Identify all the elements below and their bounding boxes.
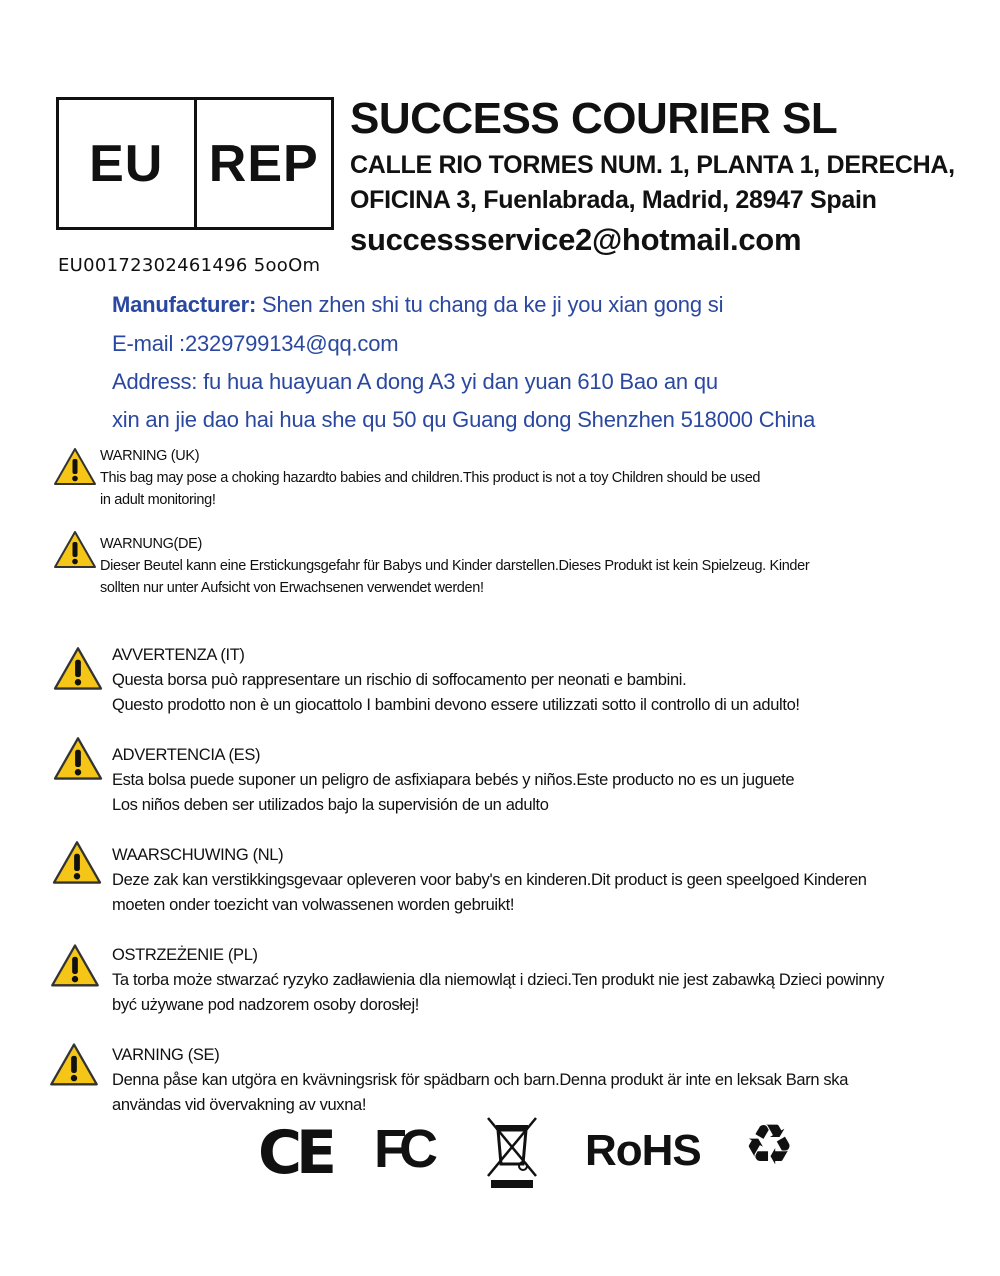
warning-text-line: sollten nur unter Aufsicht von Erwachsenen verwendet werden! [100,580,484,596]
warning-title: VARNING (SE) [112,1046,220,1064]
warning-triangle-icon [53,530,97,570]
warning-text-line: Deze zak kan verstikkingsgevaar opleveren voor baby's en kinderen.Dit product is geen speelgoed Kinderen [112,871,867,889]
warning-title: AVVERTENZA (IT) [112,646,245,664]
warning-text-line: być używane pod nadzorem osoby dorosłej! [112,996,420,1014]
warning-triangle-icon [52,736,104,782]
recycle-icon: ♻ [744,1113,795,1178]
eu-rep-code: EU00172302461496 5ooOm [58,255,321,276]
ce-mark-logo: CE [258,1118,332,1188]
eu-rep-email: successservice2@hotmail.com [350,222,802,257]
rep-label: REP [194,100,332,227]
warning-text-line: moeten onder toezicht van volwassenen worden gebruikt! [112,896,515,914]
warning-text-line: This bag may pose a choking hazardto babies and children.This product is not a toy Children should be used [100,470,761,486]
manufacturer-label: Manufacturer: [112,292,257,317]
warning-title: WAARSCHUWING (NL) [112,846,284,864]
rohs-logo: RoHS [585,1126,701,1175]
warning-text-line: Los niños deben ser utilizados bajo la supervisión de un adulto [112,796,549,814]
warning-triangle-icon [51,840,103,886]
warning-title: WARNUNG(DE) [100,536,202,552]
warning-text-line: Ta torba może stwarzać ryzyko zadławienia dla niemowląt i dzieci.Ten produkt nie jest zabawką Dzieci powinny [112,971,884,989]
manufacturer-line [112,292,723,318]
warning-text-line: användas vid övervakning av vuxna! [112,1096,367,1114]
eu-label: EU [89,134,164,193]
warning-triangle-icon [49,1042,99,1088]
warning-title: WARNING (UK) [100,448,200,464]
fcc-logo: FC [374,1119,430,1179]
warning-title: OSTRZEŻENIE (PL) [112,946,258,964]
eu-rep-address-line2: OFICINA 3, Fuenlabrada, Madrid, 28947 Spain [350,186,877,214]
warning-title: ADVERTENCIA (ES) [112,746,261,764]
warning-triangle-icon [52,646,104,692]
warning-text-line: Questo prodotto non è un giocattolo I bambini devono essere utilizzati sotto il controllo di un adulto! [112,696,800,714]
manufacturer-name: Shen zhen shi tu chang da ke ji you xian gong si [256,292,724,317]
eu-rep-address-line1: CALLE RIO TORMES NUM. 1, PLANTA 1, DERECHA, [350,151,955,179]
eu-rep-company: SUCCESS COURIER SL [350,94,838,143]
certification-logos [0,1112,1000,1192]
warning-triangle-icon [53,447,97,487]
warning-text-line: Denna påse kan utgöra en kvävningsrisk för spädbarn och barn.Denna produkt är inte en leksak Barn ska [112,1071,849,1089]
manufacturer-email: E-mail :2329799134@qq.com [112,331,399,356]
warning-text-line: Dieser Beutel kann eine Erstickungsgefahr für Babys und Kinder darstellen.Dieses Produkt ist kein Spielzeug. Kinder [100,558,810,574]
manufacturer-address-line2: xin an jie dao hai hua she qu 50 qu Guang dong Shenzhen 518000 China [112,407,816,432]
manufacturer-address-line1: Address: fu hua huayuan A dong A3 yi dan yuan 610 Bao an qu [112,369,718,394]
warning-text-line: Esta bolsa puede suponer un peligro de asfixiapara bebés y niños.Este producto no es un juguete [112,771,795,789]
warning-text-line: Questa borsa può rappresentare un rischio di soffocamento per neonati e bambini. [112,671,687,689]
weee-bin-icon [486,1116,538,1188]
eu-rep-box [56,97,334,230]
warning-text-line: in adult monitoring! [100,492,216,508]
warning-triangle-icon [50,943,100,989]
